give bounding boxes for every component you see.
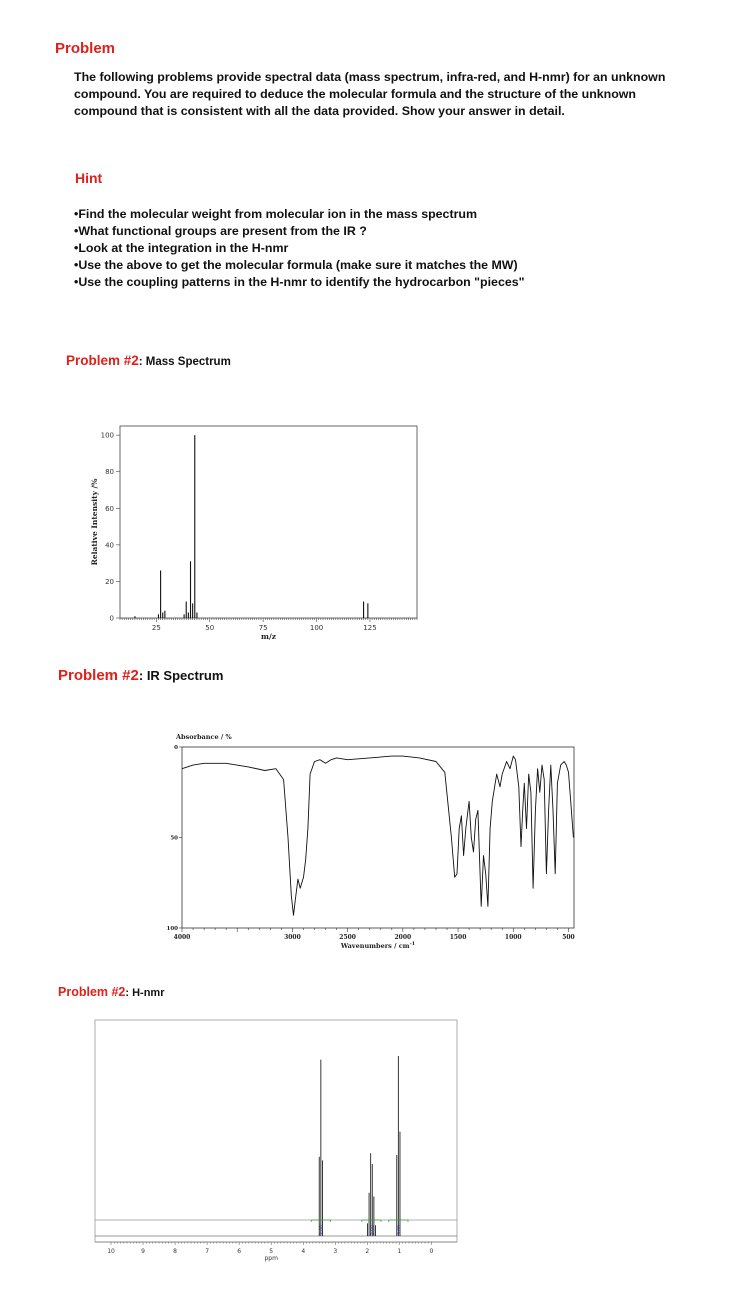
ir-x-axis-label-exponent: -1 — [409, 941, 416, 947]
ir-y-tick-label: 0 — [174, 745, 178, 751]
ir-y-tick-label: 50 — [170, 835, 178, 842]
ir-x-tick-label: 2000 — [394, 934, 412, 941]
nmr-integration-bracket — [362, 1220, 381, 1222]
ir-section-prefix: Problem #2 — [58, 667, 139, 684]
ir-y-axis-label: Absorbance / % — [176, 733, 232, 741]
ir-spectrum-line — [182, 756, 573, 915]
hint-item: •Find the molecular weight from molecular ion in the mass spectrum — [74, 207, 477, 221]
ir-x-tick-label: 1000 — [504, 934, 522, 941]
ms-y-tick-label: 20 — [105, 577, 114, 586]
ms-x-tick-label: 75 — [258, 624, 268, 632]
nmr-x-tick-label: 8 — [173, 1248, 178, 1255]
ms-x-tick-label: 50 — [205, 624, 215, 632]
hint-item: •Use the above to get the molecular formula (make sure it matches the MW) — [74, 258, 518, 272]
problem-title: Problem — [55, 40, 116, 57]
ir-x-axis-label: Wavenumbers / $cm^{-1}$ — [340, 941, 416, 950]
nmr-plot-frame — [95, 1020, 457, 1242]
ms-x-tick-label: 100 — [309, 624, 324, 632]
nmr-x-tick-label: 3 — [333, 1248, 338, 1255]
ir-x-tick-label: 4000 — [173, 934, 191, 941]
ms-plot-frame — [120, 426, 417, 618]
nmr-integration-value: 2.00 — [370, 1224, 376, 1236]
ir-x-tick-label: 500 — [562, 934, 575, 941]
nmr-spectrum-chart — [90, 1015, 465, 1270]
ms-section-prefix: Problem #2 — [66, 353, 139, 368]
ms-y-tick-label: 80 — [105, 468, 114, 477]
nmr-x-tick-label: 10 — [107, 1248, 115, 1255]
ms-y-tick-label: 60 — [105, 504, 114, 513]
ir-y-tick-label: 100 — [166, 926, 178, 932]
hint-item: •What functional groups are present from the IR ? — [74, 224, 367, 238]
nmr-section-label: : H-nmr — [125, 987, 165, 999]
hint-item: •Look at the integration in the H-nmr — [74, 241, 289, 255]
ms-x-axis-label: m/z — [261, 632, 276, 641]
ms-y-axis-label: Relative Intensity /% — [90, 478, 99, 566]
nmr-section-prefix: Problem #2 — [58, 985, 126, 999]
ir-x-tick-label: 3000 — [284, 934, 301, 941]
nmr-x-tick-label: 2 — [365, 1248, 370, 1255]
ms-x-tick-label: 25 — [151, 624, 161, 632]
ms-section-title — [66, 353, 231, 368]
nmr-x-tick-label: 9 — [141, 1248, 145, 1255]
nmr-x-tick-label: 4 — [301, 1248, 306, 1255]
ms-section-label: : Mass Spectrum — [138, 356, 231, 368]
nmr-integration-value: 3.00 — [397, 1224, 403, 1236]
ir-x-tick-label: 1500 — [449, 934, 467, 941]
hint-item: •Use the coupling patterns in the H-nmr to identify the hydrocarbon "pieces" — [74, 275, 525, 289]
nmr-section-title — [58, 985, 165, 999]
ms-x-tick-label: 125 — [363, 624, 377, 632]
hint-list — [74, 206, 525, 291]
mass-spectrum-chart — [80, 418, 430, 650]
ir-plot-frame — [182, 747, 574, 928]
ir-spectrum-chart — [160, 728, 590, 960]
nmr-integration-value: 2.00 — [319, 1224, 325, 1236]
ms-y-tick-label: 0 — [109, 614, 114, 623]
nmr-x-tick-label: 0 — [429, 1248, 434, 1255]
nmr-x-tick-label: 1 — [397, 1248, 402, 1255]
ms-y-tick-label: 100 — [100, 431, 114, 440]
nmr-x-axis-label: ppm — [264, 1255, 278, 1262]
hint-title: Hint — [75, 170, 103, 186]
nmr-x-tick-label: 5 — [269, 1248, 274, 1255]
problem-intro: The following problems provide spectral data (mass spectrum, infra-red, and H-nmr) for an unknown compound. You are required to deduce the molecular formula and the structure of the unknown compound that is consistent with all the data provided. Show your answer in detail. — [74, 70, 666, 118]
ms-y-tick-label: 40 — [105, 541, 114, 550]
nmr-x-tick-label: 7 — [205, 1248, 210, 1255]
ir-section-label: : IR Spectrum — [138, 668, 224, 683]
nmr-x-tick-label: 6 — [237, 1248, 242, 1255]
ir-section-title — [58, 667, 223, 684]
ir-x-tick-label: 2500 — [339, 934, 356, 941]
